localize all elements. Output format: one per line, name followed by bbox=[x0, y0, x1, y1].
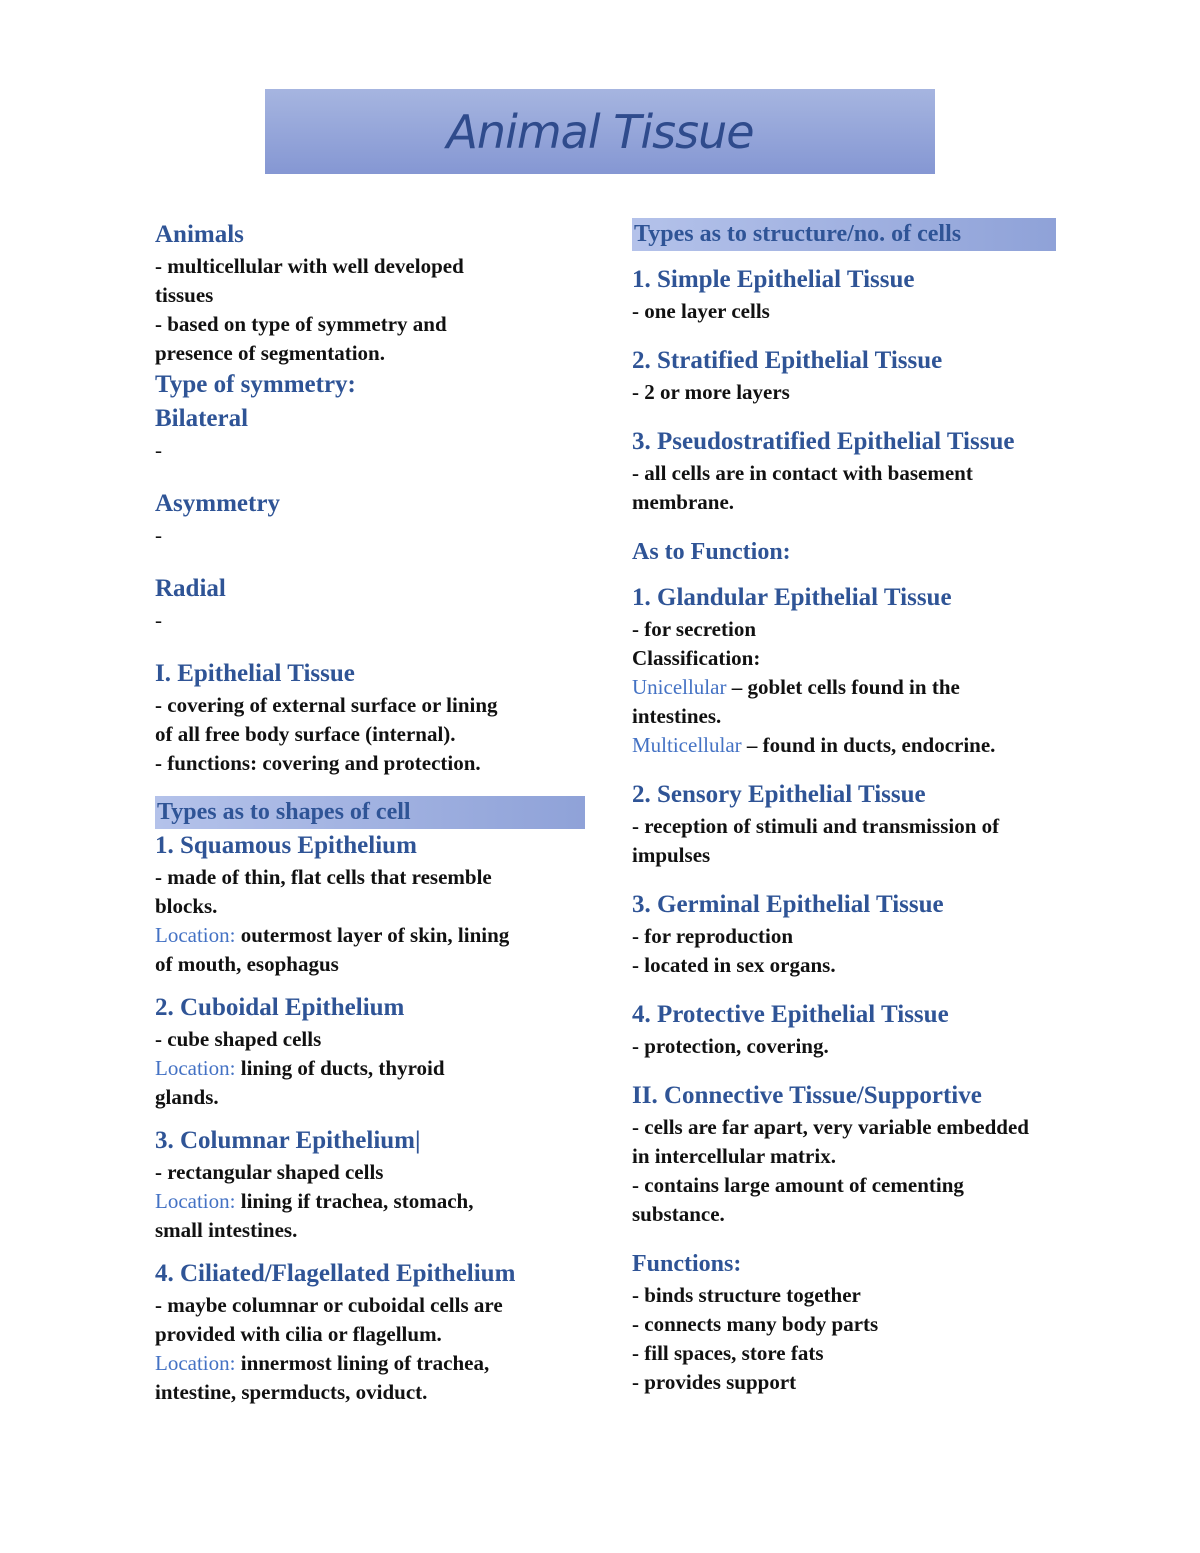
animals-heading: Animals bbox=[155, 221, 244, 248]
unicellular-text: – goblet cells found in the bbox=[726, 675, 960, 699]
unicellular-label: Unicellular bbox=[632, 675, 727, 699]
multicellular-label: Multicellular bbox=[632, 733, 742, 757]
squamous-line: - made of thin, flat cells that resemble bbox=[155, 865, 492, 889]
asymmetry-text: - bbox=[155, 523, 162, 547]
symmetry-heading: Type of symmetry: bbox=[155, 371, 356, 398]
functions-line: - provides support bbox=[632, 1370, 797, 1394]
unicellular-line bbox=[632, 673, 1092, 702]
structure-section-bar: Types as to structure/no. of cells bbox=[632, 218, 1056, 251]
protective-line: - protection, covering. bbox=[632, 1034, 829, 1058]
sensory-heading: 2. Sensory Epithelial Tissue bbox=[632, 781, 926, 808]
pseudostratified-heading: 3. Pseudostratified Epithelial Tissue bbox=[632, 428, 1015, 455]
glandular-heading: 1. Glandular Epithelial Tissue bbox=[632, 584, 952, 611]
right-column bbox=[632, 218, 1092, 1397]
animals-line: - multicellular with well developed bbox=[155, 254, 464, 278]
location-label: Location: bbox=[155, 1189, 236, 1213]
unicellular-line-2: intestines. bbox=[632, 704, 722, 728]
squamous-line: blocks. bbox=[155, 894, 218, 918]
location-label: Location: bbox=[155, 923, 236, 947]
bilateral-text: - bbox=[155, 438, 162, 462]
function-heading: As to Function: bbox=[632, 539, 791, 565]
protective-heading: 4. Protective Epithelial Tissue bbox=[632, 1001, 949, 1028]
connective-line: - contains large amount of cementing bbox=[632, 1173, 964, 1197]
cuboidal-location bbox=[155, 1054, 585, 1083]
sensory-line: - reception of stimuli and transmission of bbox=[632, 814, 1000, 838]
functions-line: - connects many body parts bbox=[632, 1312, 879, 1336]
germinal-line: - for reproduction bbox=[632, 924, 793, 948]
multicellular-line bbox=[632, 731, 1092, 760]
connective-line: in intercellular matrix. bbox=[632, 1144, 836, 1168]
glandular-line: Classification: bbox=[632, 646, 761, 670]
multicellular-text: – found in ducts, endocrine. bbox=[741, 733, 996, 757]
simple-heading: 1. Simple Epithelial Tissue bbox=[632, 266, 915, 293]
shapes-section-bar: Types as to shapes of cell bbox=[155, 796, 585, 829]
radial-text: - bbox=[155, 608, 162, 632]
squamous-location-text: outermost layer of skin, lining bbox=[235, 923, 510, 947]
ciliated-location-line: intestine, spermducts, oviduct. bbox=[155, 1380, 428, 1404]
radial-heading: Radial bbox=[155, 575, 226, 602]
location-label: Location: bbox=[155, 1351, 236, 1375]
stratified-heading: 2. Stratified Epithelial Tissue bbox=[632, 347, 943, 374]
ciliated-line: - maybe columnar or cuboidal cells are bbox=[155, 1293, 503, 1317]
animals-line: presence of segmentation. bbox=[155, 341, 385, 365]
simple-line: - one layer cells bbox=[632, 299, 770, 323]
title-banner bbox=[265, 89, 935, 174]
connective-line: - cells are far apart, very variable embedded bbox=[632, 1115, 1029, 1139]
glandular-line: - for secretion bbox=[632, 617, 757, 641]
epithelial-line: - functions: covering and protection. bbox=[155, 751, 481, 775]
ciliated-location bbox=[155, 1349, 585, 1378]
ciliated-heading: 4. Ciliated/Flagellated Epithelium bbox=[155, 1260, 516, 1287]
squamous-heading: 1. Squamous Epithelium bbox=[155, 832, 417, 859]
asymmetry-heading: Asymmetry bbox=[155, 490, 280, 517]
columnar-location-line: small intestines. bbox=[155, 1218, 298, 1242]
germinal-line: - located in sex organs. bbox=[632, 953, 836, 977]
squamous-location bbox=[155, 921, 585, 950]
epithelial-line: of all free body surface (internal). bbox=[155, 722, 456, 746]
squamous-location-line: of mouth, esophagus bbox=[155, 952, 339, 976]
functions-line: - fill spaces, store fats bbox=[632, 1341, 824, 1365]
columnar-location bbox=[155, 1187, 585, 1216]
epithelial-line: - covering of external surface or lining bbox=[155, 693, 498, 717]
page-title: Animal Tissue bbox=[446, 104, 754, 159]
columnar-heading: 3. Columnar Epithelium| bbox=[155, 1127, 421, 1154]
cuboidal-heading: 2. Cuboidal Epithelium bbox=[155, 994, 405, 1021]
connective-line: substance. bbox=[632, 1202, 725, 1226]
ciliated-line: provided with cilia or flagellum. bbox=[155, 1322, 442, 1346]
cuboidal-location-text: lining of ducts, thyroid bbox=[235, 1056, 445, 1080]
pseudostratified-line: membrane. bbox=[632, 490, 735, 514]
cuboidal-line: - cube shaped cells bbox=[155, 1027, 322, 1051]
bilateral-heading: Bilateral bbox=[155, 405, 249, 432]
columnar-line: - rectangular shaped cells bbox=[155, 1160, 384, 1184]
animals-line: - based on type of symmetry and bbox=[155, 312, 447, 336]
ciliated-location-text: innermost lining of trachea, bbox=[235, 1351, 490, 1375]
functions-line: - binds structure together bbox=[632, 1283, 861, 1307]
location-label: Location: bbox=[155, 1056, 236, 1080]
pseudostratified-line: - all cells are in contact with basement bbox=[632, 461, 973, 485]
animals-line: tissues bbox=[155, 283, 214, 307]
columnar-location-text: lining if trachea, stomach, bbox=[235, 1189, 474, 1213]
stratified-line: - 2 or more layers bbox=[632, 380, 790, 404]
cuboidal-location-line: glands. bbox=[155, 1085, 219, 1109]
epithelial-heading: I. Epithelial Tissue bbox=[155, 660, 355, 687]
germinal-heading: 3. Germinal Epithelial Tissue bbox=[632, 891, 944, 918]
functions-heading: Functions: bbox=[632, 1251, 742, 1277]
sensory-line: impulses bbox=[632, 843, 711, 867]
left-column bbox=[155, 218, 585, 1407]
connective-heading: II. Connective Tissue/Supportive bbox=[632, 1082, 982, 1109]
